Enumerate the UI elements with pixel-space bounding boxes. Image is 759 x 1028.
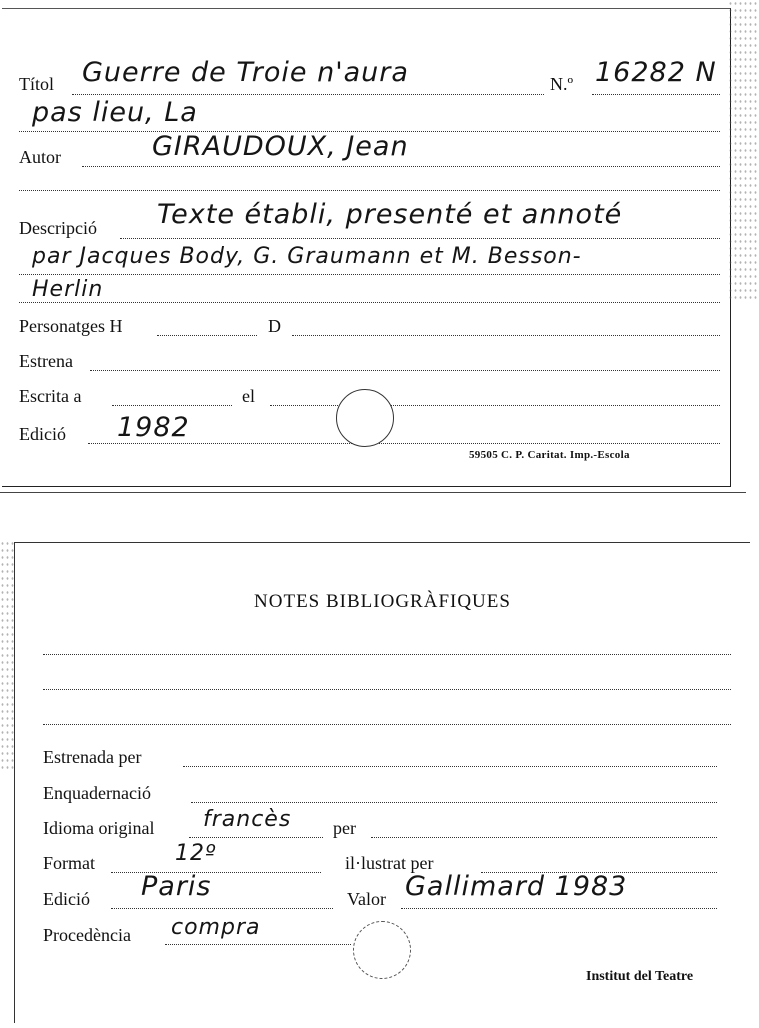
written-date-label: el — [242, 386, 255, 406]
value-label: Valor — [347, 889, 386, 909]
written-label: Escrita a — [19, 386, 82, 406]
characters-label: Personatges H — [19, 316, 123, 336]
catalog-card-top — [2, 8, 731, 487]
premiere-label: Estrena — [19, 351, 73, 371]
scan-noise-right — [728, 0, 759, 300]
scan-noise-left — [0, 540, 14, 770]
title-value-line1: Guerre de Troie n'aura — [82, 57, 409, 88]
catalog-card-bottom — [14, 542, 750, 1023]
illustrated-by-label: il·lustrat per — [345, 853, 434, 873]
value-value: Gallimard 1983 — [405, 871, 628, 902]
description-label: Descripció — [19, 218, 97, 238]
description-line-3 — [19, 302, 720, 303]
notes-line-1 — [43, 654, 731, 655]
punch-hole-bottom — [353, 921, 411, 979]
edition-place-value: Paris — [141, 871, 212, 902]
binding-line — [191, 802, 717, 803]
notes-heading: NOTES BIBLIOGRÀFIQUES — [254, 591, 511, 612]
value-line — [401, 908, 717, 909]
card-separator — [0, 492, 746, 493]
translated-by-line — [371, 837, 717, 838]
notes-line-3 — [43, 724, 731, 725]
title-value-line2: pas lieu, La — [32, 97, 198, 128]
title-line — [72, 94, 544, 95]
number-value: 16282 N — [595, 57, 717, 88]
institution-name: Institut del Teatre — [586, 969, 694, 984]
description-value-line1: Texte établi, presenté et annoté — [157, 199, 623, 230]
punch-hole — [336, 389, 394, 447]
edition-line — [88, 443, 720, 444]
blank-line — [19, 190, 720, 191]
characters-male-line — [157, 335, 257, 336]
format-value: 12º — [175, 841, 217, 866]
edition-label: Edició — [19, 424, 66, 444]
translated-by-label: per — [333, 818, 356, 838]
provenance-label: Procedència — [43, 925, 131, 945]
notes-line-2 — [43, 689, 731, 690]
author-label: Autor — [19, 147, 61, 167]
title-label: Títol — [19, 74, 54, 94]
premiere-line — [90, 370, 720, 371]
provenance-line — [165, 944, 351, 945]
original-language-line — [189, 837, 323, 838]
author-value: GIRAUDOUX, Jean — [152, 131, 409, 162]
number-line — [592, 94, 720, 95]
provenance-value: compra — [171, 915, 261, 940]
characters-female-line — [292, 335, 720, 336]
original-language-label: Idioma original — [43, 818, 155, 838]
format-label: Format — [43, 853, 95, 873]
edition-value: 1982 — [117, 412, 190, 443]
description-line-1 — [120, 238, 720, 239]
number-label: N.º — [550, 74, 574, 94]
binding-label: Enquadernació — [43, 783, 151, 803]
premiered-by-line — [183, 766, 717, 767]
characters-female-label: D — [268, 316, 281, 336]
premiered-by-label: Estrenada per — [43, 747, 142, 767]
edition-place-label: Edició — [43, 889, 90, 909]
description-value-line3: Herlin — [32, 277, 104, 302]
original-language-value: francès — [203, 807, 292, 832]
author-line — [82, 166, 720, 167]
edition-place-line — [111, 908, 333, 909]
description-value-line2: par Jacques Body, G. Graumann et M. Besson- — [32, 244, 582, 269]
description-line-2 — [19, 274, 720, 275]
written-place-line — [112, 405, 232, 406]
printer-imprint: 59505 C. P. Caritat. Imp.-Escola — [469, 449, 630, 461]
